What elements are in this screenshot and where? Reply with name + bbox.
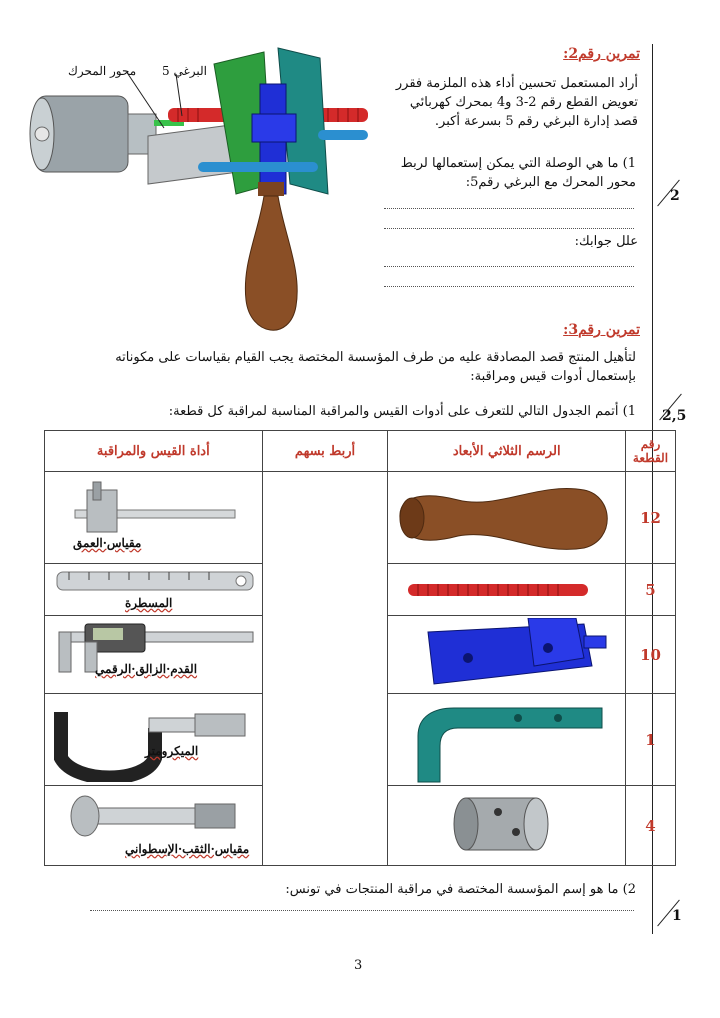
answer-line[interactable] [384,208,634,209]
tool-label: مقياس·الثقب·الإسطواني [125,842,250,856]
handle-part-drawing [388,474,624,562]
drawing-cell [388,472,626,564]
label-screw-5: البرغي 5 [162,64,207,78]
answer-line[interactable] [90,910,634,911]
tool-cell [45,564,263,616]
question-text: أتمم الجدول التالي للتعرف على أدوات القيس والمراقبة المناسبة لمراقبة كل قطعة: [168,404,619,419]
page-number: 3 [354,958,363,973]
vise-assembly-illustration [28,44,378,344]
exercise3-paragraph: لتأهيل المنتج قصد المصادقة عليه من طرف المؤسسة المختصة يجب القيام بقياسات على مكوناته بإستعمال أدوات قيس ومراقبة: [115,350,636,384]
label-motor-axis: محور المحرك [68,64,137,78]
question-number: 1) [622,156,636,171]
part-number: 1 [626,694,676,786]
slider-part-drawing [388,618,624,692]
jaw-part-drawing [388,696,624,784]
tool-cell [45,694,263,786]
answer-line[interactable] [384,228,634,229]
drawing-cell [388,694,626,786]
part-number: 5 [626,564,676,616]
question2 [81,880,636,899]
justify-label: علل جوابك: [574,234,638,249]
tool-label: مقياس·العمق [73,536,142,550]
header-drawing: الرسم الثلاثي الأبعاد [388,431,626,472]
link-cell[interactable] [262,472,388,866]
answer-line[interactable] [384,266,634,267]
question-number: 1) [622,404,636,419]
bore-gauge-icon [45,790,261,846]
ruler-icon [45,568,261,598]
tool-label: الميكرومتر [145,744,199,758]
header-link: أربط بسهم [262,431,388,472]
tool-label: المسطرة [125,596,173,610]
bushing-part-drawing [388,788,624,864]
answer-line[interactable] [384,286,634,287]
question-number: 2) [622,882,636,897]
score-ex2: 2 [670,188,680,204]
header-tool: أداة القيس والمراقبة [45,431,263,472]
score-ex3: 2,5 [662,408,687,424]
table-row [45,472,676,564]
tool-cell [45,472,263,564]
screw-part-drawing [388,570,624,610]
table-header-row [45,431,676,472]
tool-cell [45,786,263,866]
micrometer-icon [45,698,261,782]
exercise2-question1 [378,154,636,192]
header-part-number: رقم القطعة [626,431,676,472]
exercise3-title: تمرين رقم3: [563,322,640,338]
question-text: ما هي الوصلة التي يمكن إستعمالها لربط محور المحرك مع البرغي رقم5: [400,156,636,190]
score-q2: 1 [672,908,682,924]
part-number: 4 [626,786,676,866]
question-text: ما هو إسم المؤسسة المختصة في مراقبة المنتجات في تونس: [285,882,619,897]
part-number: 10 [626,616,676,694]
tool-label: القدم·الزالق·الرقمي [95,662,198,676]
tool-cell [45,616,263,694]
exercise2-paragraph: أراد المستعمل تحسين أداء هذه الملزمة فقرر تعويض القطع رقم 2-3 و4 بمحرك كهربائي قصد إدارة البرغي رقم 5 بسرعة أكبر. [395,76,638,129]
exercise2-title: تمرين رقم2: [563,46,640,62]
drawing-cell [388,616,626,694]
drawing-cell [388,564,626,616]
measurement-table [44,430,676,866]
part-number: 12 [626,472,676,564]
drawing-cell [388,786,626,866]
exercise3-question1 [81,402,636,421]
